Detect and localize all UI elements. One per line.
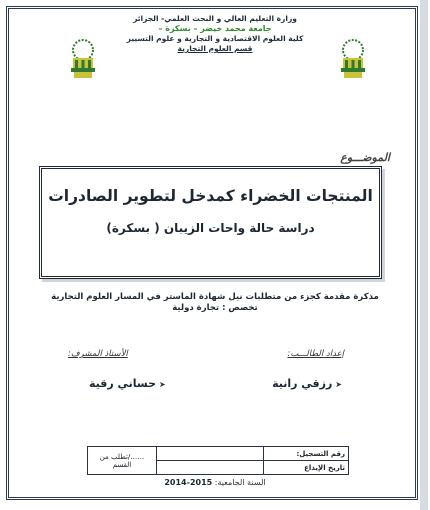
thesis-degree-line: مذكرة مقدمة كجزء من متطلبات نيل شهادة الماستر في المسار العلوم التجارية	[51, 292, 379, 302]
faculty-line: كلية العلوم الاقتصادية و التجارية و علوم التسيير	[126, 34, 304, 43]
academic-year-value: 2015-2014	[164, 478, 213, 487]
deposit-date-cell	[157, 461, 264, 475]
reg-number-cell	[157, 447, 264, 461]
academic-year	[0, 478, 430, 487]
supervisor-name	[89, 377, 166, 390]
academic-year-label: السنة الجامعية:	[214, 478, 266, 487]
thesis-subtitle: دراسة حالة واحات الزيبان ( بسكرة)	[106, 221, 315, 235]
supervisor-name-text: حساني رقية	[89, 377, 157, 390]
bullet-icon: ➤	[335, 380, 342, 389]
university-line: جامعة محمد خيضر – بسكرة –	[158, 24, 272, 33]
bullet-icon: ➤	[159, 380, 166, 389]
page-edge-shadow	[420, 0, 428, 510]
student-name	[272, 377, 342, 390]
student-role-label: إعداد الطالـــب:	[287, 349, 344, 359]
reg-number-label: رقم التسجيل:	[264, 447, 349, 461]
registration-table	[87, 446, 349, 475]
subject-label: الموضـــوع	[340, 151, 390, 164]
ministry-line: وزارة التعليم العالي و البحث العلمي- الجزائر	[133, 14, 297, 23]
department-line: قسم العلوم التجارية	[177, 44, 253, 53]
supervisor-role-label: الأستاذ المشرف:	[68, 349, 128, 359]
table-row	[88, 447, 349, 461]
reg-note-cell: ……/تطلب من القسم	[88, 447, 157, 475]
thesis-specialty-line: تخصص : تجارة دولية	[172, 303, 258, 313]
student-name-text: رزقي رانية	[272, 377, 333, 390]
thesis-description	[0, 292, 430, 314]
title-box	[39, 166, 382, 279]
institution-header	[0, 14, 430, 54]
deposit-date-label: تاريخ الإيداع	[264, 461, 349, 475]
thesis-title: المنتجات الخضراء كمدخل لتطوير الصادرات	[48, 187, 373, 205]
